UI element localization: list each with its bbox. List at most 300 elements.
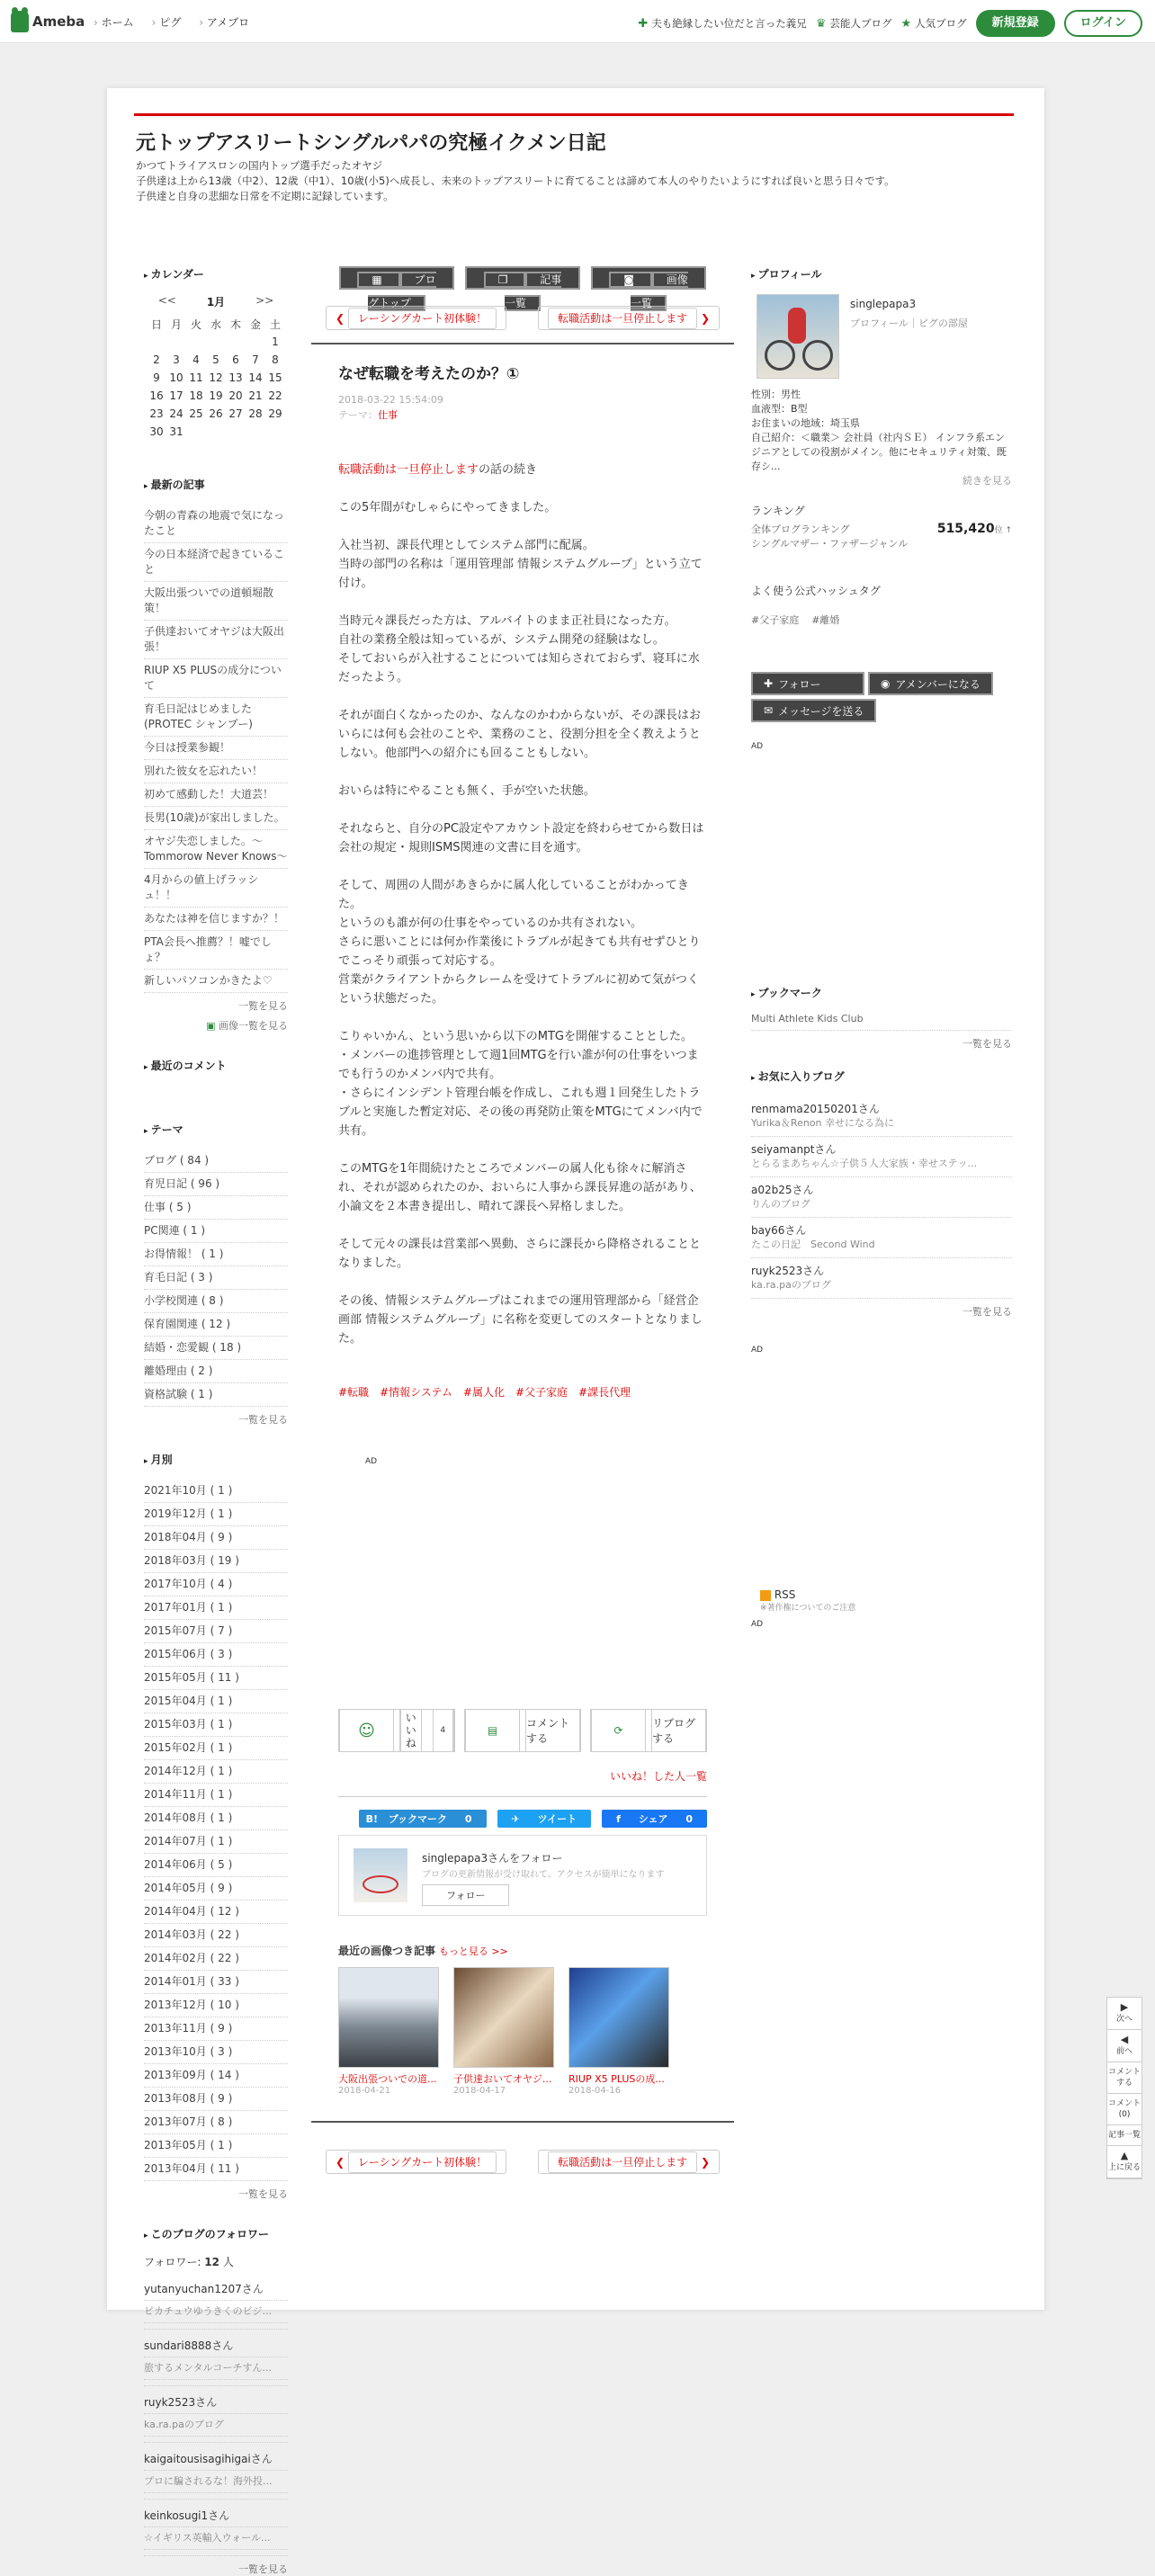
theme-link[interactable]: 保育園関連 ( 12 ) bbox=[144, 1313, 288, 1337]
profile-sex: 性別：男性 bbox=[751, 389, 801, 400]
recent-post-link[interactable]: 今朝の青森の地震で気になったこと bbox=[144, 505, 288, 543]
floating-button-label: 次へ bbox=[1115, 2015, 1133, 2024]
recent-post-link[interactable]: オヤジ失恋しました。〜Tommorow Never Knows〜 bbox=[144, 830, 288, 869]
calendar-day: 13 bbox=[228, 371, 243, 384]
archive-link[interactable]: 2014年11月 ( 1 ) bbox=[144, 1784, 288, 1807]
follower-item[interactable] bbox=[144, 2443, 288, 2500]
post-paragraph bbox=[338, 1292, 707, 1348]
recent-image-more-link[interactable] bbox=[144, 1018, 288, 1033]
archive-link[interactable]: 2014年05月 ( 9 ) bbox=[144, 1877, 288, 1901]
archive-link[interactable]: 2013年05月 ( 1 ) bbox=[144, 2134, 288, 2158]
archive-heading: ▸ 月別 bbox=[144, 1452, 288, 1467]
entry-list-button[interactable] bbox=[465, 266, 580, 309]
post-line: 営業がクライアントからクレームを受けてトラブルに初めて気がつくという状態だった。 bbox=[338, 973, 699, 1006]
follow-profile-button[interactable] bbox=[751, 672, 864, 695]
blog-description bbox=[136, 158, 895, 204]
theme-link[interactable]: ブログ ( 84 ) bbox=[144, 1149, 288, 1173]
amember-button[interactable] bbox=[868, 672, 993, 695]
post-paragraph bbox=[338, 612, 707, 687]
calendar-day: 10 bbox=[169, 371, 184, 384]
calendar-day: 19 bbox=[209, 389, 223, 402]
follow-button[interactable]: フォロー bbox=[422, 1884, 509, 1906]
calendar-weekday: 火 bbox=[190, 318, 201, 331]
ameba-logo[interactable] bbox=[11, 11, 85, 32]
reblog-label: リブログする bbox=[651, 1709, 706, 1752]
blog-top-label: ブログトップ bbox=[368, 273, 436, 309]
thumbnail-title: 子供達おいてオヤジ... bbox=[453, 2073, 552, 2085]
theme-link[interactable]: 育児日記 ( 96 ) bbox=[144, 1173, 288, 1196]
floating-button[interactable] bbox=[1107, 2125, 1142, 2146]
followers-more-link[interactable]: 一覧を見る bbox=[238, 2563, 288, 2575]
favorite-user: ruyk2523さん bbox=[751, 1265, 825, 1277]
rss-link[interactable] bbox=[760, 1588, 1012, 1601]
favorite-blog-title: Yurika＆Renon 幸せになる為に bbox=[751, 1117, 895, 1129]
archive-link[interactable]: 2017年10月 ( 4 ) bbox=[144, 1573, 288, 1597]
archive-link[interactable]: 2013年10月 ( 3 ) bbox=[144, 2041, 288, 2064]
header-link-popular[interactable] bbox=[900, 16, 966, 31]
archive-list bbox=[144, 1480, 288, 2181]
image-list-button[interactable] bbox=[591, 266, 706, 309]
post-line: おいらは特にやることも無く、手が空いた状態。 bbox=[338, 784, 595, 798]
thumbnail-image bbox=[338, 1967, 439, 2068]
theme-link[interactable]: 結婚・恋愛観 ( 18 ) bbox=[144, 1337, 288, 1360]
ameba-mascot-icon bbox=[11, 11, 29, 32]
thumbnail-date: 2018-04-16 bbox=[569, 2086, 622, 2096]
floating-button-label: 上に戻る bbox=[1107, 2163, 1141, 2172]
recent-post-link[interactable]: 長男(10歳)が家出しました。 bbox=[144, 807, 288, 830]
calendar-weekday: 土 bbox=[269, 318, 281, 331]
recent-post-link[interactable]: あなたは神を信じますか？！ bbox=[144, 908, 288, 931]
favorite-user: a02b25さん bbox=[751, 1184, 814, 1196]
nav-home[interactable]: › ホーム bbox=[94, 14, 134, 30]
theme-link[interactable]: PC関連 ( 1 ) bbox=[144, 1220, 288, 1243]
next-post-link[interactable]: 転職活動は一旦停止します ❯ bbox=[538, 306, 720, 330]
archive-link[interactable]: 2019年12月 ( 1 ) bbox=[144, 1503, 288, 1526]
next-post-label: 転職活動は一旦停止します bbox=[548, 2151, 697, 2173]
recent-post-link[interactable]: 4月からの値上げラッシュ！！ bbox=[144, 869, 288, 908]
calendar-next[interactable]: >> bbox=[255, 294, 274, 307]
bookmark-more-link[interactable]: 一覧を見る bbox=[962, 1038, 1012, 1050]
next-post-link-bottom[interactable]: 転職活動は一旦停止します ❯ bbox=[538, 2150, 720, 2174]
header-link-text: 芸能人ブログ bbox=[829, 17, 892, 30]
hashtag-link[interactable]: #父子家庭 bbox=[515, 1386, 569, 1399]
floating-button[interactable] bbox=[1107, 2030, 1142, 2062]
calendar-day bbox=[265, 423, 285, 441]
left-sidebar bbox=[144, 266, 288, 2576]
themes-more-link[interactable]: 一覧を見る bbox=[238, 1414, 288, 1426]
prev-post-link[interactable]: ❮ レーシングカート初体験！ bbox=[326, 306, 506, 330]
calendar-weekday: 水 bbox=[210, 318, 221, 331]
archive-link[interactable]: 2015年05月 ( 11 ) bbox=[144, 1667, 288, 1690]
follower-blog: ピカチュウゆうきくのビジ... bbox=[144, 2301, 288, 2323]
prev-post-label: レーシングカート初体験！ bbox=[348, 2151, 497, 2173]
post-hashtags bbox=[338, 1384, 707, 1400]
recent-post-link[interactable]: 今日は授業参観！ bbox=[144, 737, 288, 760]
calendar-day: 6 bbox=[232, 353, 239, 366]
calendar-day: 18 bbox=[189, 389, 203, 402]
favorite-blog-title: ka.ra.paのブログ bbox=[751, 1279, 831, 1291]
archive-link[interactable]: 2014年02月 ( 22 ) bbox=[144, 1947, 288, 1971]
archive-link[interactable]: 2015年06月 ( 3 ) bbox=[144, 1643, 288, 1667]
archive-link[interactable]: 2015年02月 ( 1 ) bbox=[144, 1737, 288, 1760]
post-date: 2018-03-22 15:54:09 bbox=[338, 394, 443, 406]
ad-label: AD bbox=[365, 1457, 378, 1466]
theme-link[interactable]: 離婚理由 ( 2 ) bbox=[144, 1360, 288, 1383]
hashtag-link[interactable]: #離婚 bbox=[811, 614, 840, 626]
follower-count-unit: 人 bbox=[222, 2256, 234, 2268]
post-paragraph bbox=[338, 1235, 707, 1273]
calendar-day: 16 bbox=[149, 389, 164, 402]
recent-list bbox=[144, 505, 288, 993]
copyright-note[interactable]: ※著作権についてのご注意 bbox=[760, 1604, 856, 1613]
amember-icon: ◉ bbox=[881, 677, 891, 690]
archive-link[interactable]: 2018年04月 ( 9 ) bbox=[144, 1526, 288, 1550]
ad-label: AD bbox=[751, 1346, 764, 1355]
post-paragraph bbox=[338, 782, 707, 801]
post-actions bbox=[338, 1709, 707, 1752]
recent-post-link[interactable]: 大阪出張ついでの道頓堀散策！ bbox=[144, 582, 288, 621]
recent-post-link[interactable]: 初めて感動した！大道芸！ bbox=[144, 783, 288, 807]
ranking-genre[interactable]: シングルマザー・ファザージャンル bbox=[751, 538, 909, 550]
calendar-day: 27 bbox=[228, 407, 243, 420]
favorites-more-link[interactable]: 一覧を見る bbox=[962, 1306, 1012, 1318]
calendar-day bbox=[186, 423, 206, 441]
crown-icon: ♛ bbox=[815, 16, 827, 31]
archive-link[interactable]: 2014年08月 ( 1 ) bbox=[144, 1807, 288, 1830]
archive-link[interactable]: 2014年04月 ( 12 ) bbox=[144, 1901, 288, 1924]
themes-heading: ▸ テーマ bbox=[144, 1122, 288, 1137]
calendar-prev[interactable]: << bbox=[157, 294, 176, 307]
facebook-share-button[interactable] bbox=[602, 1810, 707, 1828]
comments-heading: ▸ 最近のコメント bbox=[144, 1058, 288, 1073]
reblog-button[interactable] bbox=[590, 1709, 707, 1752]
blog-container bbox=[107, 88, 1044, 2575]
favorite-user: seiyamanptさん bbox=[751, 1143, 837, 1156]
calendar-weekday: 日 bbox=[150, 318, 162, 331]
follow-label: フォロー bbox=[778, 677, 821, 691]
post-line: そして、周囲の人間があきらかに属人化していることがわかってきた。 bbox=[338, 879, 689, 911]
calendar bbox=[144, 294, 288, 441]
favorite-blog-item[interactable] bbox=[751, 1258, 1012, 1299]
recent-post-link[interactable]: RIUP X5 PLUSの成分について bbox=[144, 659, 288, 698]
twitter-icon: ✈ bbox=[511, 1813, 520, 1825]
blog-desc-line: 子供達は上から13歳（中2）、12歳（中1）、10歳(小5)へ成長し、未来のトップアスリートに育てることは諦めて本人のやりたいようにすれば良いと思う日々です。 bbox=[136, 174, 895, 187]
post-line: ・さらにインシデント管理台帳を作成し、これも週１回発生したトラブルと実施した暫定対応、その後の再発防止策をMTGにてメンバ内で共有。 bbox=[338, 1087, 703, 1138]
logo-text: Ameba bbox=[32, 13, 85, 30]
related-post-tail: の話の続き bbox=[479, 463, 538, 477]
image-more-text: 画像一覧を見る bbox=[219, 1020, 288, 1032]
archive-link[interactable]: 2013年04月 ( 11 ) bbox=[144, 2158, 288, 2181]
hatena-bookmark-button[interactable]: B! ブックマーク 0 bbox=[359, 1810, 487, 1828]
calendar-heading: ▸ カレンダー bbox=[144, 266, 288, 282]
blog-top-button[interactable] bbox=[339, 266, 454, 309]
follower-count bbox=[144, 2254, 288, 2269]
follower-name: yutanyuchan1207さん bbox=[144, 2278, 288, 2301]
archive-link[interactable]: 2013年11月 ( 9 ) bbox=[144, 2017, 288, 2041]
entry-list-label: 記事一覧 bbox=[504, 273, 562, 309]
post-theme-link[interactable]: 仕事 bbox=[378, 409, 398, 421]
recent-heading: ▸ 最新の記事 bbox=[144, 477, 288, 492]
archive-link[interactable]: 2015年07月 ( 7 ) bbox=[144, 1620, 288, 1643]
prev-post-link-bottom[interactable]: ❮ レーシングカート初体験！ bbox=[326, 2150, 506, 2174]
archive-link[interactable]: 2013年09月 ( 14 ) bbox=[144, 2064, 288, 2088]
blog-title[interactable]: 元トップアスリートシングルパパの究極イクメン日記 bbox=[136, 131, 606, 155]
rss-label: RSS bbox=[774, 1588, 796, 1601]
recent-images-more[interactable]: もっと見る >> bbox=[438, 1945, 508, 1957]
post-paragraph bbox=[338, 1027, 707, 1140]
like-label: いいね bbox=[400, 1709, 422, 1752]
recent-image-post[interactable] bbox=[453, 1967, 554, 2096]
recent-image-post[interactable] bbox=[338, 1967, 439, 2096]
thumbnail-image bbox=[453, 1967, 554, 2068]
image-icon: ▣ bbox=[206, 1020, 219, 1032]
signup-button[interactable]: 新規登録 bbox=[976, 10, 1055, 37]
profile-more-link[interactable]: 続きを見る bbox=[962, 475, 1012, 487]
hatena-label: ブックマーク bbox=[388, 1813, 448, 1825]
post-line: こりゃいかん、という思いから以下のMTGを開催することとした。 bbox=[338, 1030, 694, 1043]
follow-subtitle: ブログの更新情報が受け取れて、アクセスが簡単になります bbox=[422, 1870, 665, 1880]
theme-link[interactable]: 小学校関連 ( 8 ) bbox=[144, 1290, 288, 1313]
thumbnail-title: 大阪出張ついでの道... bbox=[338, 2073, 437, 2085]
recent-post-link[interactable]: 今の日本経済で起きていること bbox=[144, 543, 288, 582]
post-line: というのも誰が何の仕事をやっているのか共有されない。 bbox=[338, 917, 643, 930]
arrow-icon: ◀ bbox=[1120, 2034, 1129, 2045]
tweet-button[interactable] bbox=[497, 1810, 592, 1828]
document-icon: ❐ bbox=[484, 272, 526, 288]
arrow-icon: ▶ bbox=[1120, 2001, 1129, 2013]
calendar-day bbox=[206, 423, 226, 441]
thumbnail-image bbox=[569, 1967, 669, 2068]
calendar-day: 14 bbox=[248, 371, 263, 384]
calendar-day: 5 bbox=[212, 353, 219, 366]
post-line: そして元々の課長は営業部へ異動、さらに課長から降格されることとなりました。 bbox=[338, 1238, 702, 1270]
bookmark-item[interactable]: Multi Athlete Kids Club bbox=[751, 1013, 1012, 1031]
hashtag-link[interactable]: #課長代理 bbox=[578, 1386, 631, 1399]
rss-icon bbox=[760, 1590, 771, 1601]
comment-icon: ▤ bbox=[465, 1709, 520, 1752]
smile-icon: ☺ bbox=[339, 1709, 394, 1752]
profile-home: お住まいの地域：埼玉県 bbox=[751, 417, 860, 429]
fb-label: シェア bbox=[638, 1813, 668, 1825]
post-paragraph bbox=[338, 498, 707, 517]
facebook-icon: f bbox=[616, 1813, 621, 1825]
avatar bbox=[354, 1848, 407, 1902]
header-link-celebrity[interactable] bbox=[816, 16, 892, 31]
comment-button[interactable] bbox=[464, 1709, 581, 1752]
follower-name: keinkosugi1さん bbox=[144, 2505, 288, 2527]
bookmark-heading: ▸ ブックマーク bbox=[751, 985, 1012, 1000]
archive-link[interactable]: 2018年03月 ( 19 ) bbox=[144, 1550, 288, 1573]
comment-label: コメントする bbox=[525, 1709, 580, 1752]
envelope-icon: ✉ bbox=[764, 704, 774, 717]
theme-link[interactable]: 育毛日記 ( 3 ) bbox=[144, 1266, 288, 1290]
image-list-label: 画像一覧 bbox=[630, 273, 688, 309]
follower-name: kaigaitousisagihigaiさん bbox=[144, 2448, 288, 2471]
theme-link[interactable]: 資格試験 ( 1 ) bbox=[144, 1383, 288, 1407]
calendar-weekday: 月 bbox=[170, 318, 182, 331]
archive-more-link[interactable]: 一覧を見る bbox=[238, 2188, 288, 2200]
blog-desc-line: かつてトライアスロンの国内トップ選手だったオヤジ bbox=[136, 159, 383, 172]
calendar-day: 29 bbox=[268, 407, 282, 420]
follower-item[interactable] bbox=[144, 2386, 288, 2443]
post-paragraph bbox=[338, 536, 707, 593]
archive-link[interactable]: 2021年10月 ( 1 ) bbox=[144, 1480, 288, 1503]
follower-blog: ☆イギリス英輸入ウォール... bbox=[144, 2527, 288, 2550]
post-line: 当時元々課長だった方は、アルバイトのまま正社員になった方。 bbox=[338, 614, 676, 628]
floating-button[interactable] bbox=[1107, 2146, 1142, 2178]
camera-icon: ◙ bbox=[609, 272, 651, 288]
theme-link[interactable]: 仕事 ( 5 ) bbox=[144, 1196, 288, 1220]
favorite-user: renmama20150201さん bbox=[751, 1103, 880, 1115]
follower-item[interactable] bbox=[144, 2273, 288, 2330]
global-header bbox=[0, 0, 1155, 43]
login-button[interactable]: ログイン bbox=[1064, 10, 1142, 37]
header-link-trend[interactable] bbox=[638, 16, 806, 31]
hashtag-link[interactable]: #情報システム bbox=[380, 1386, 452, 1399]
floating-button-label: 記事一覧 bbox=[1107, 2131, 1141, 2140]
post-paragraph bbox=[338, 819, 707, 857]
follow-title: singlepapa3さんをフォロー bbox=[422, 1852, 563, 1865]
profile-blood: 血液型：B型 bbox=[751, 403, 808, 415]
post-paragraph bbox=[338, 706, 707, 763]
floating-button[interactable] bbox=[1107, 2094, 1142, 2125]
archive-link[interactable]: 2014年07月 ( 1 ) bbox=[144, 1830, 288, 1854]
profile-intro: 自己紹介：＜職業＞ 会社員（社内ＳＥ） インフラ系エンジニアとしての役割がメイン。他にセキュリティ対策、既存シ... bbox=[751, 432, 1007, 472]
related-post-link[interactable]: 転職活動は一旦停止します bbox=[338, 463, 479, 477]
post-line: 当時の部門の名称は「運用管理部 情報システムグループ」という立て付け。 bbox=[338, 558, 703, 590]
archive-link[interactable]: 2015年04月 ( 1 ) bbox=[144, 1690, 288, 1713]
global-nav bbox=[94, 14, 249, 30]
favorite-blog-item[interactable] bbox=[751, 1137, 1012, 1177]
follower-item[interactable] bbox=[144, 2500, 288, 2556]
archive-link[interactable]: 2014年12月 ( 1 ) bbox=[144, 1760, 288, 1784]
recent-post-link[interactable]: 別れた彼女を忘れたい！ bbox=[144, 760, 288, 783]
archive-link[interactable]: 2015年03月 ( 1 ) bbox=[144, 1713, 288, 1737]
recent-images-title: 最近の画像つき記事 bbox=[338, 1945, 436, 1957]
like-button[interactable] bbox=[338, 1709, 455, 1752]
thumbnail-date: 2018-04-21 bbox=[338, 2086, 391, 2096]
calendar-day: 21 bbox=[248, 389, 263, 402]
ranking-all-label[interactable]: 全体ブログランキング bbox=[751, 523, 850, 535]
ranking-value: 515,420 bbox=[936, 522, 995, 536]
calendar-day: 22 bbox=[268, 389, 282, 402]
calendar-day: 3 bbox=[173, 353, 180, 366]
recent-post-link[interactable]: 子供達おいてオヤジは大阪出張！ bbox=[144, 621, 288, 659]
calendar-day: 9 bbox=[153, 371, 160, 384]
reblog-icon: ⟳ bbox=[591, 1709, 646, 1752]
floating-button-label: コメントする bbox=[1107, 2068, 1141, 2088]
post-line: この5年間がむしゃらにやってきました。 bbox=[338, 501, 557, 514]
send-message-button[interactable] bbox=[751, 699, 876, 722]
archive-link[interactable]: 2013年07月 ( 8 ) bbox=[144, 2111, 288, 2134]
follower-list bbox=[144, 2273, 288, 2556]
archive-link[interactable]: 2017年01月 ( 1 ) bbox=[144, 1597, 288, 1620]
theme-list bbox=[144, 1149, 288, 1407]
recent-image-post[interactable] bbox=[569, 1967, 669, 2096]
favorite-blog-item[interactable] bbox=[751, 1177, 1012, 1218]
follower-item[interactable] bbox=[144, 2330, 288, 2386]
grid-icon: ▦ bbox=[357, 272, 399, 288]
post-line: 入社当初、課長代理としてシステム部門に配属。 bbox=[338, 539, 595, 552]
ranking bbox=[751, 503, 1012, 550]
calendar-day bbox=[186, 333, 206, 351]
header-link-text: 夫も絶縁したい位だと言った義兄 bbox=[651, 17, 807, 30]
follower-count-label: フォロワー: bbox=[144, 2256, 201, 2268]
calendar-day bbox=[166, 333, 186, 351]
header-divider bbox=[134, 113, 1014, 116]
calendar-day: 8 bbox=[272, 353, 279, 366]
calendar-day bbox=[226, 333, 246, 351]
post-line: このMTGを1年間続けたところでメンバーの属人化も徐々に解消され、それが認められたのか、おいらに人事から課長昇進の話があり、小論文を２本書き提出し、晴れて課長へ昇格しました。 bbox=[338, 1162, 702, 1213]
recent-post-link[interactable]: 育毛日記はじめました(PROTEC シャンプー) bbox=[144, 698, 288, 737]
profile-name[interactable]: singlepapa3 bbox=[850, 298, 917, 310]
recent-post-link[interactable]: PTA会長へ推薦？！嘘でしょ？ bbox=[144, 931, 288, 970]
theme-link[interactable]: お得情報！ ( 1 ) bbox=[144, 1243, 288, 1266]
calendar-day: 24 bbox=[169, 407, 184, 420]
ad-label: AD bbox=[751, 742, 764, 751]
nav-ameblo[interactable]: › アメブロ bbox=[199, 14, 249, 30]
calendar-day bbox=[206, 333, 226, 351]
post-line: さらに悪いことには何か作業後にトラブルが起きても共有せずひとりでこっそり頑張って対応する。 bbox=[338, 935, 701, 968]
calendar-day: 20 bbox=[228, 389, 243, 402]
header-link-text: 人気ブログ bbox=[915, 17, 967, 30]
post-line: そしておいらが入社することについては知らされておらず、寝耳に水だったよう。 bbox=[338, 652, 700, 684]
floating-button[interactable] bbox=[1107, 1998, 1142, 2030]
calendar-day bbox=[147, 333, 166, 351]
hashtag-link[interactable]: #父子家庭 bbox=[751, 614, 800, 626]
next-post-label: 転職活動は一旦停止します bbox=[548, 308, 697, 329]
post-line: それならと、自分のPC設定やアカウント設定を終わらせてから数日は会社の規定・規則ISMS関連の文書に目を通す。 bbox=[338, 822, 704, 854]
archive-link[interactable]: 2013年12月 ( 10 ) bbox=[144, 1994, 288, 2017]
recent-post-link[interactable]: 新しいパソコンかきたよ♡ bbox=[144, 970, 288, 993]
tweet-label: ツイート bbox=[537, 1813, 578, 1825]
liked-users-link[interactable]: いいね！した人一覧 bbox=[609, 1770, 707, 1783]
favorite-blog-item[interactable] bbox=[751, 1096, 1012, 1137]
calendar-day: 17 bbox=[169, 389, 184, 402]
profile-photo[interactable] bbox=[757, 294, 839, 379]
favorites-list bbox=[751, 1096, 1012, 1299]
hashtag-link[interactable]: #転職 bbox=[338, 1386, 370, 1399]
archive-link[interactable]: 2013年08月 ( 9 ) bbox=[144, 2088, 288, 2111]
post-line: 自社の業務全般は知っているが、システム開発の経験はなし。 bbox=[338, 633, 665, 647]
favorites-heading: ▸ お気に入りブログ bbox=[751, 1069, 1012, 1084]
archive-link[interactable]: 2014年01月 ( 33 ) bbox=[144, 1971, 288, 1994]
calendar-weekday: 金 bbox=[249, 318, 261, 331]
main-content bbox=[311, 266, 734, 2174]
calendar-day: 30 bbox=[149, 425, 164, 438]
floating-button[interactable] bbox=[1107, 2062, 1142, 2094]
archive-link[interactable]: 2014年03月 ( 22 ) bbox=[144, 1924, 288, 1947]
hashtag-link[interactable]: #属人化 bbox=[462, 1386, 505, 1399]
floating-nav bbox=[1106, 1997, 1142, 2179]
calendar-month: 1月 bbox=[206, 296, 226, 309]
calendar-day: 11 bbox=[189, 371, 203, 384]
recent-more-link[interactable]: 一覧を見る bbox=[238, 1000, 288, 1012]
archive-link[interactable]: 2014年06月 ( 5 ) bbox=[144, 1854, 288, 1877]
favorite-blog-item[interactable] bbox=[751, 1218, 1012, 1258]
nav-pigg[interactable]: › ピグ bbox=[152, 14, 182, 30]
header-right bbox=[638, 10, 1155, 37]
profile-links[interactable]: プロフィール｜ピグの部屋 bbox=[850, 318, 968, 329]
floating-button-label: 前へ bbox=[1115, 2047, 1133, 2056]
calendar-day bbox=[226, 423, 246, 441]
post-theme-label: テーマ： bbox=[338, 409, 378, 421]
star-icon: ★ bbox=[900, 16, 912, 31]
post-title: なぜ転職を考えたのか？① bbox=[338, 365, 520, 383]
right-sidebar bbox=[751, 266, 1012, 1629]
recent-image-thumbs bbox=[338, 1967, 707, 2096]
fb-count: 0 bbox=[685, 1813, 693, 1825]
